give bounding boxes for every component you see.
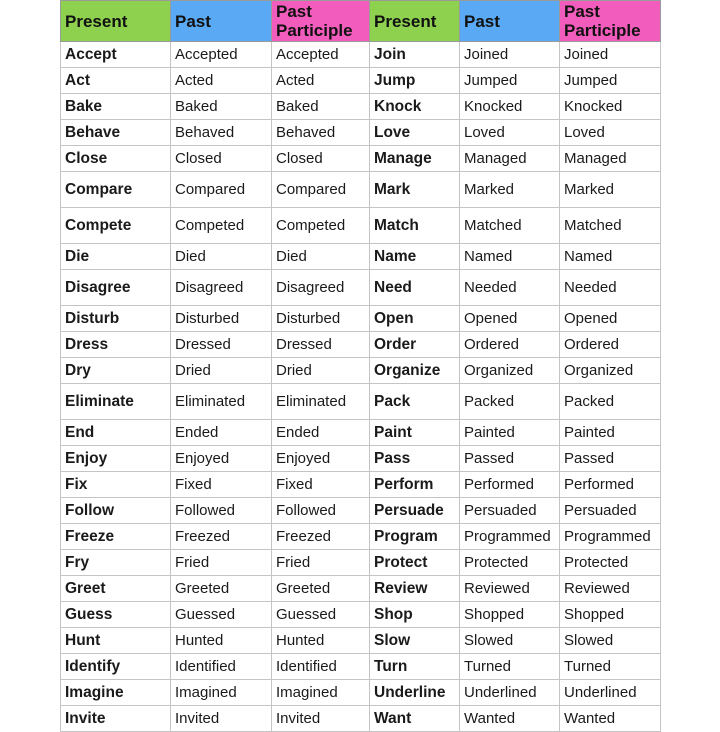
present-cell: Eliminate (61, 384, 171, 420)
present-cell: Review (370, 576, 460, 602)
present-cell: Want (370, 706, 460, 732)
participle-cell: Managed (560, 146, 661, 172)
present-cell: Underline (370, 680, 460, 706)
past-cell: Loved (460, 120, 560, 146)
past-cell: Fixed (171, 472, 272, 498)
table-row (61, 244, 661, 270)
participle-cell: Enjoyed (272, 446, 370, 472)
participle-cell: Protected (560, 550, 661, 576)
participle-cell: Loved (560, 120, 661, 146)
past-cell: Closed (171, 146, 272, 172)
past-cell: Performed (460, 472, 560, 498)
table-row (61, 680, 661, 706)
present-cell: Protect (370, 550, 460, 576)
present-cell: Hunt (61, 628, 171, 654)
participle-cell: Freezed (272, 524, 370, 550)
table-row (61, 332, 661, 358)
past-cell: Joined (460, 42, 560, 68)
past-cell: Greeted (171, 576, 272, 602)
past-cell: Packed (460, 384, 560, 420)
participle-cell: Acted (272, 68, 370, 94)
table-row (61, 654, 661, 680)
past-cell: Opened (460, 306, 560, 332)
past-cell: Knocked (460, 94, 560, 120)
present-cell: Order (370, 332, 460, 358)
past-cell: Eliminated (171, 384, 272, 420)
present-cell: Follow (61, 498, 171, 524)
table-row (61, 420, 661, 446)
present-cell: Act (61, 68, 171, 94)
present-cell: Paint (370, 420, 460, 446)
past-cell: Passed (460, 446, 560, 472)
past-cell: Turned (460, 654, 560, 680)
past-cell: Behaved (171, 120, 272, 146)
present-cell: Pass (370, 446, 460, 472)
past-cell: Jumped (460, 68, 560, 94)
past-cell: Matched (460, 208, 560, 244)
header-past-right: Past (460, 1, 560, 42)
header-present-right: Present (370, 1, 460, 42)
past-cell: Disturbed (171, 306, 272, 332)
participle-cell: Fixed (272, 472, 370, 498)
past-cell: Followed (171, 498, 272, 524)
participle-cell: Marked (560, 172, 661, 208)
past-cell: Reviewed (460, 576, 560, 602)
present-cell: Invite (61, 706, 171, 732)
participle-cell: Turned (560, 654, 661, 680)
past-cell: Programmed (460, 524, 560, 550)
participle-cell: Hunted (272, 628, 370, 654)
past-cell: Died (171, 244, 272, 270)
present-cell: Bake (61, 94, 171, 120)
past-cell: Imagined (171, 680, 272, 706)
table-row (61, 120, 661, 146)
past-cell: Acted (171, 68, 272, 94)
table-row (61, 706, 661, 732)
present-cell: Pack (370, 384, 460, 420)
past-cell: Protected (460, 550, 560, 576)
past-cell: Disagreed (171, 270, 272, 306)
past-cell: Ended (171, 420, 272, 446)
participle-cell: Packed (560, 384, 661, 420)
table-row (61, 358, 661, 384)
participle-cell: Shopped (560, 602, 661, 628)
present-cell: Need (370, 270, 460, 306)
participle-cell: Closed (272, 146, 370, 172)
participle-cell: Knocked (560, 94, 661, 120)
table-row (61, 524, 661, 550)
present-cell: Fix (61, 472, 171, 498)
past-cell: Enjoyed (171, 446, 272, 472)
participle-cell: Died (272, 244, 370, 270)
participle-cell: Persuaded (560, 498, 661, 524)
past-cell: Fried (171, 550, 272, 576)
past-cell: Competed (171, 208, 272, 244)
verb-table (60, 0, 661, 732)
present-cell: Join (370, 42, 460, 68)
past-cell: Wanted (460, 706, 560, 732)
participle-cell: Jumped (560, 68, 661, 94)
table-row (61, 146, 661, 172)
participle-cell: Painted (560, 420, 661, 446)
participle-cell: Eliminated (272, 384, 370, 420)
participle-cell: Wanted (560, 706, 661, 732)
present-cell: Dress (61, 332, 171, 358)
table-row (61, 602, 661, 628)
past-cell: Shopped (460, 602, 560, 628)
past-cell: Organized (460, 358, 560, 384)
present-cell: Love (370, 120, 460, 146)
present-cell: Slow (370, 628, 460, 654)
table-row (61, 446, 661, 472)
present-cell: Open (370, 306, 460, 332)
participle-cell: Matched (560, 208, 661, 244)
past-cell: Named (460, 244, 560, 270)
present-cell: Persuade (370, 498, 460, 524)
present-cell: Compete (61, 208, 171, 244)
present-cell: Close (61, 146, 171, 172)
present-cell: Disagree (61, 270, 171, 306)
participle-cell: Ordered (560, 332, 661, 358)
present-cell: Greet (61, 576, 171, 602)
present-cell: Turn (370, 654, 460, 680)
present-cell: Freeze (61, 524, 171, 550)
header-present-left: Present (61, 1, 171, 42)
table-row (61, 306, 661, 332)
past-cell: Ordered (460, 332, 560, 358)
participle-cell: Joined (560, 42, 661, 68)
past-cell: Accepted (171, 42, 272, 68)
participle-cell: Fried (272, 550, 370, 576)
participle-cell: Followed (272, 498, 370, 524)
past-cell: Freezed (171, 524, 272, 550)
table-row (61, 172, 661, 208)
participle-cell: Imagined (272, 680, 370, 706)
table-row (61, 576, 661, 602)
participle-cell: Behaved (272, 120, 370, 146)
header-row (61, 1, 661, 42)
present-cell: Manage (370, 146, 460, 172)
present-cell: Knock (370, 94, 460, 120)
past-cell: Hunted (171, 628, 272, 654)
present-cell: Name (370, 244, 460, 270)
participle-cell: Identified (272, 654, 370, 680)
participle-cell: Guessed (272, 602, 370, 628)
past-cell: Invited (171, 706, 272, 732)
past-cell: Managed (460, 146, 560, 172)
participle-cell: Invited (272, 706, 370, 732)
participle-cell: Reviewed (560, 576, 661, 602)
participle-cell: Programmed (560, 524, 661, 550)
participle-cell: Disturbed (272, 306, 370, 332)
past-cell: Needed (460, 270, 560, 306)
participle-cell: Dried (272, 358, 370, 384)
present-cell: Program (370, 524, 460, 550)
past-cell: Baked (171, 94, 272, 120)
verb-table-container (60, 0, 660, 732)
present-cell: Dry (61, 358, 171, 384)
participle-cell: Slowed (560, 628, 661, 654)
table-row (61, 384, 661, 420)
past-cell: Dried (171, 358, 272, 384)
participle-cell: Disagreed (272, 270, 370, 306)
table-row (61, 270, 661, 306)
present-cell: Die (61, 244, 171, 270)
present-cell: Fry (61, 550, 171, 576)
participle-cell: Dressed (272, 332, 370, 358)
header-participle-left: Past Participle (272, 1, 370, 42)
present-cell: Behave (61, 120, 171, 146)
past-cell: Underlined (460, 680, 560, 706)
past-cell: Compared (171, 172, 272, 208)
participle-cell: Named (560, 244, 661, 270)
past-cell: Dressed (171, 332, 272, 358)
participle-cell: Performed (560, 472, 661, 498)
past-cell: Slowed (460, 628, 560, 654)
present-cell: Guess (61, 602, 171, 628)
participle-cell: Greeted (272, 576, 370, 602)
past-cell: Identified (171, 654, 272, 680)
header-past-left: Past (171, 1, 272, 42)
present-cell: Disturb (61, 306, 171, 332)
present-cell: Accept (61, 42, 171, 68)
participle-cell: Needed (560, 270, 661, 306)
participle-cell: Underlined (560, 680, 661, 706)
past-cell: Painted (460, 420, 560, 446)
present-cell: Jump (370, 68, 460, 94)
table-row (61, 498, 661, 524)
table-row (61, 42, 661, 68)
present-cell: Compare (61, 172, 171, 208)
present-cell: Shop (370, 602, 460, 628)
present-cell: Imagine (61, 680, 171, 706)
present-cell: End (61, 420, 171, 446)
table-row (61, 68, 661, 94)
table-row (61, 208, 661, 244)
past-cell: Guessed (171, 602, 272, 628)
participle-cell: Ended (272, 420, 370, 446)
participle-cell: Organized (560, 358, 661, 384)
present-cell: Match (370, 208, 460, 244)
present-cell: Mark (370, 172, 460, 208)
table-row (61, 94, 661, 120)
participle-cell: Passed (560, 446, 661, 472)
participle-cell: Baked (272, 94, 370, 120)
past-cell: Persuaded (460, 498, 560, 524)
table-row (61, 628, 661, 654)
participle-cell: Accepted (272, 42, 370, 68)
past-cell: Marked (460, 172, 560, 208)
participle-cell: Compared (272, 172, 370, 208)
present-cell: Enjoy (61, 446, 171, 472)
participle-cell: Competed (272, 208, 370, 244)
header-participle-right: Past Participle (560, 1, 661, 42)
participle-cell: Opened (560, 306, 661, 332)
present-cell: Identify (61, 654, 171, 680)
table-row (61, 550, 661, 576)
table-row (61, 472, 661, 498)
present-cell: Organize (370, 358, 460, 384)
present-cell: Perform (370, 472, 460, 498)
